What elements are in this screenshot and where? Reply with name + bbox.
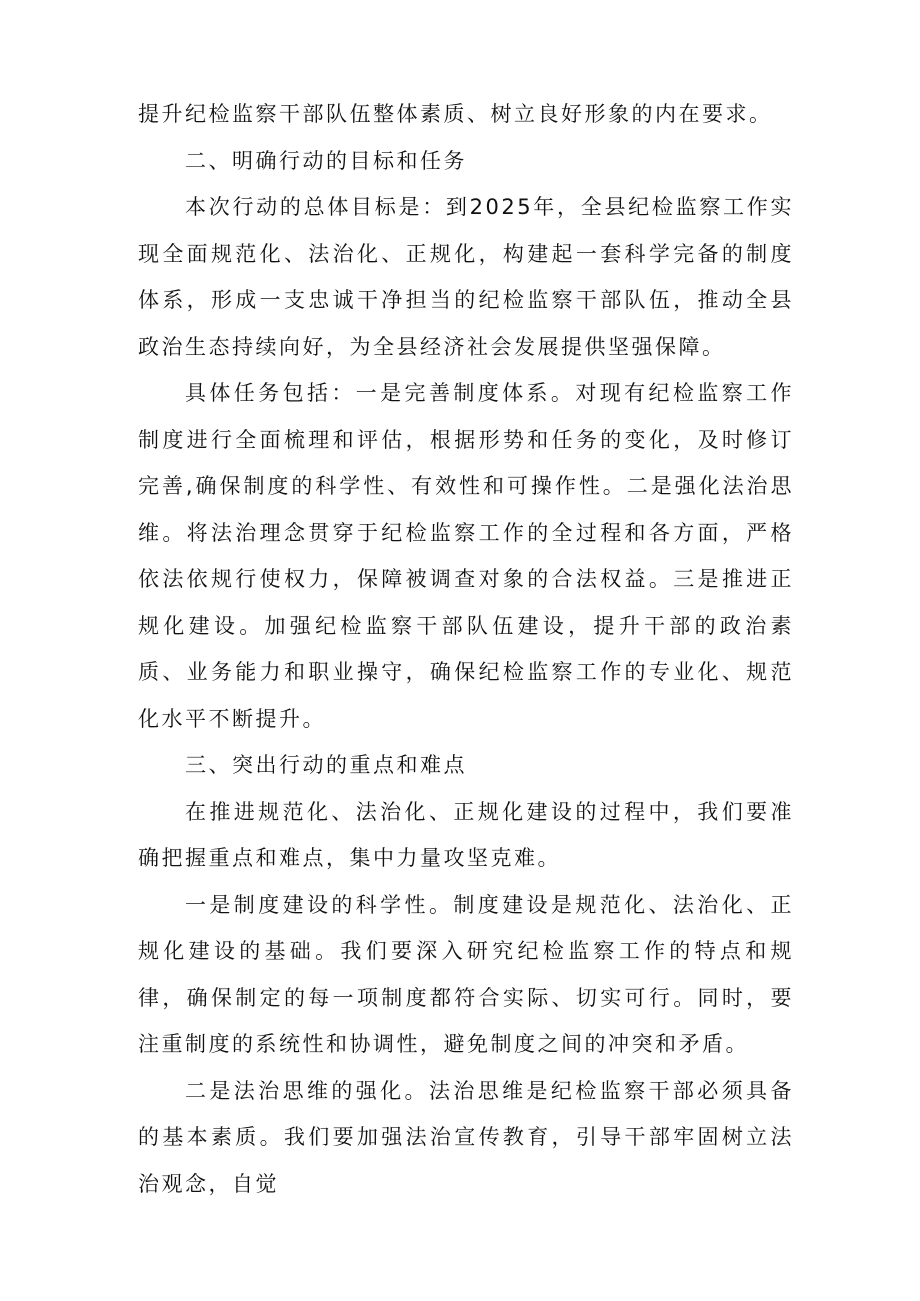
paragraph-key-points-intro: 在推进规范化、法治化、正规化建设的过程中，我们要准确把握重点和难点，集中力量攻坚克难。 (138, 799, 794, 870)
document-body (138, 91, 794, 1207)
paragraph-specific-tasks: 具体任务包括：一是完善制度体系。对现有纪检监察工作制度进行全面梳理和评估，根据形势和任务的变化，及时修订完善,确保制度的科学性、有效性和可操作性。二是强化法治思维。将法治理念贯穿于纪检监察工作的全过程和各方面，严格依法依规行使权力，保障被调查对象的合法权益。三是推进正规化建设。加强纪检监察干部队伍建设，提升干部的政治素质、业务能力和职业操守，确保纪检监察工作的专业化、规范化水平不断提升。 (138, 381, 794, 731)
section-heading-three: 三、突出行动的重点和难点 (185, 753, 467, 777)
paragraph-overall-goal: 本次行动的总体目标是：到2025年，全县纪检监察工作实现全面规范化、法治化、正规化，构建起一套科学完备的制度体系，形成一支忠诚干净担当的纪检监察干部队伍，推动全县政治生态持续向好，为全县经济社会发展提供坚强保障。 (138, 195, 794, 359)
paragraph-point-one: 一是制度建设的科学性。制度建设是规范化、法治化、正规化建设的基础。我们要深入研究纪检监察工作的特点和规律，确保制定的每一项制度都符合实际、切实可行。同时，要注重制度的系统性和协调性，避免制度之间的冲突和矛盾。 (138, 892, 794, 1056)
paragraph-point-two: 二是法治思维的强化。法治思维是纪检监察干部必须具备的基本素质。我们要加强法治宣传教育，引导干部牢固树立法治观念，自觉 (138, 1078, 794, 1196)
paragraph-continuation: 提升纪检监察干部队伍整体素质、树立良好形象的内在要求。 (138, 102, 773, 126)
section-heading-two: 二、明确行动的目标和任务 (185, 148, 467, 173)
